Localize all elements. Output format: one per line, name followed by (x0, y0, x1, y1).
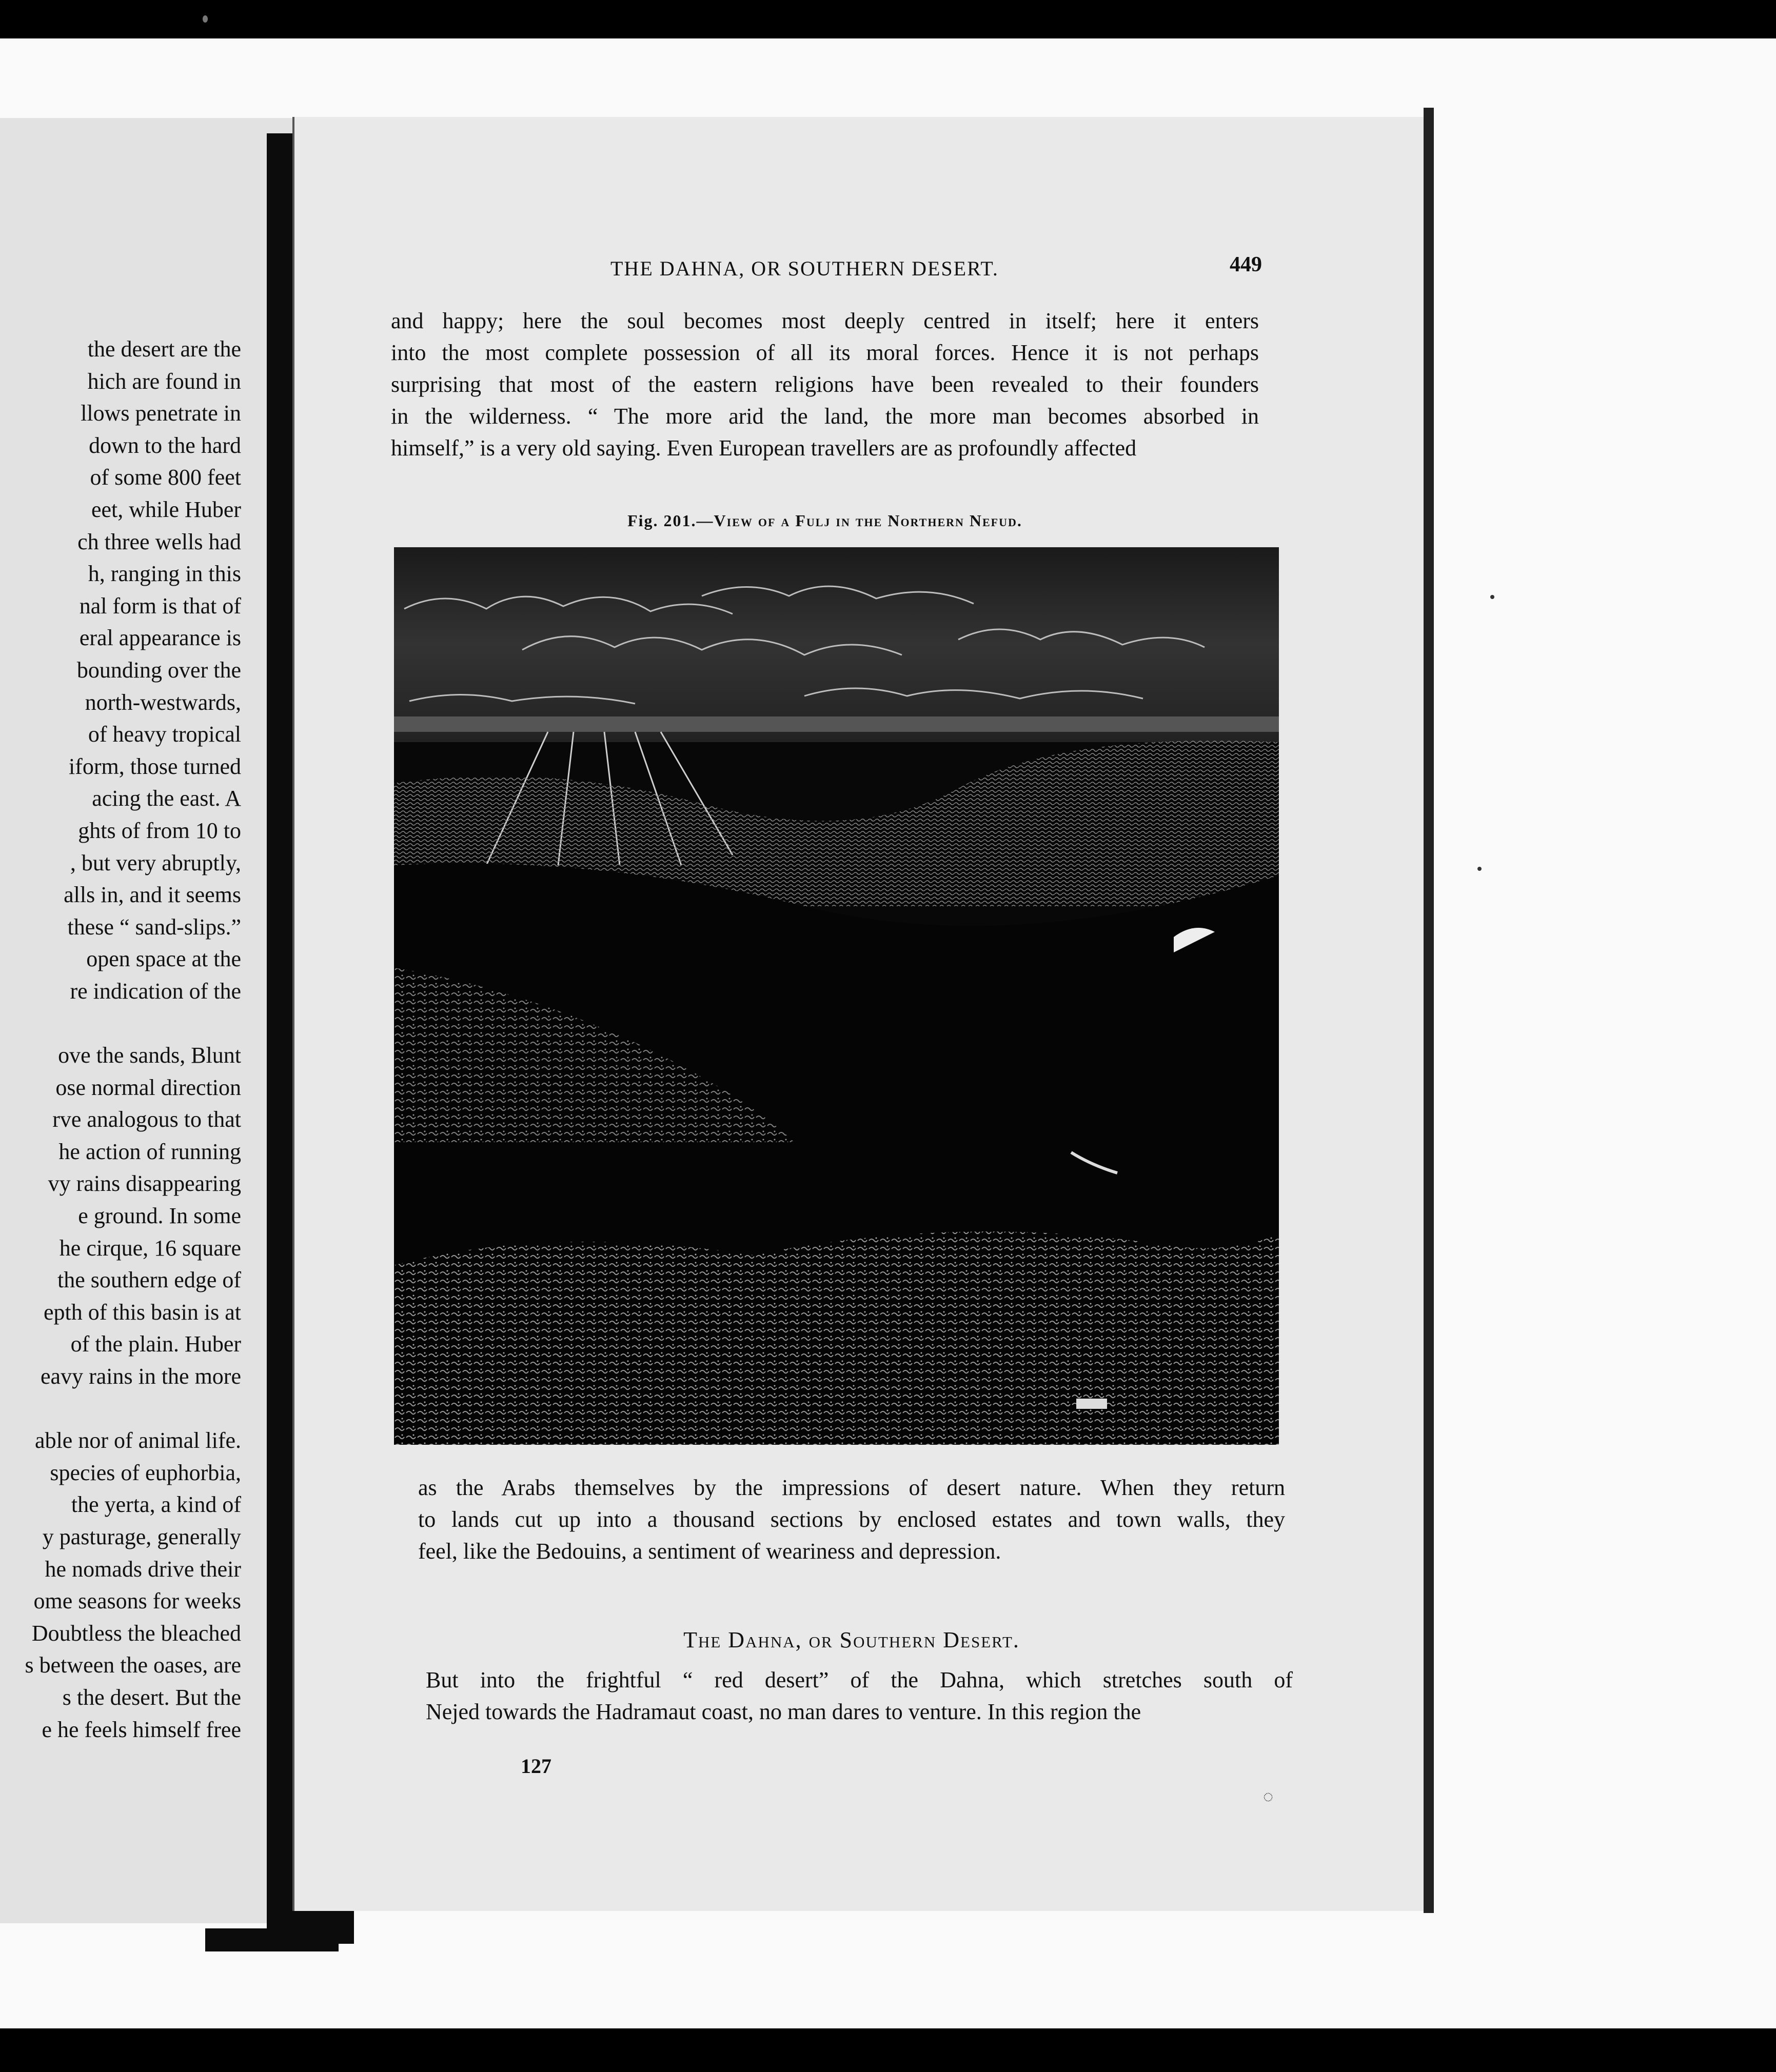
text-line (0, 1007, 241, 1040)
scan-speck (1490, 595, 1494, 599)
paragraph-2 (418, 1472, 1285, 1567)
text-line: he cirque, 16 square (59, 1235, 241, 1261)
text-line: re indication of the (70, 978, 241, 1004)
text-line: eet, while Huber (91, 496, 241, 522)
text-line: s the desert. But the (62, 1684, 241, 1710)
text-line: the southern edge of (57, 1267, 241, 1293)
scan-speck (203, 15, 208, 23)
paragraph-1 (391, 305, 1259, 464)
text-line: rve analogous to that (52, 1107, 241, 1132)
text-line: llows penetrate in (81, 401, 241, 426)
text-line: Nejed towards the Hadramaut coast, no man dares to venture. In this region the (426, 1699, 1141, 1724)
text-line: into the most complete possession of all its moral forces. Hence it is not perhaps (391, 340, 1259, 365)
section-title: The Dahna, or Southern Desert. (683, 1627, 1020, 1652)
text-line: y pasturage, generally (42, 1524, 241, 1549)
text-line: eavy rains in the more (41, 1364, 241, 1389)
text-line: of the plain. Huber (70, 1331, 241, 1357)
text-line: north-westwards, (85, 689, 241, 715)
text-line: eral appearance is (79, 625, 241, 651)
text-line: iform, those turned (68, 753, 241, 779)
text-line: the yerta, a kind of (71, 1492, 241, 1518)
right-page-edge (1424, 108, 1434, 1913)
text-line: of some 800 feet (90, 465, 241, 490)
text-line: he nomads drive their (45, 1556, 241, 1582)
figure-caption (391, 511, 1259, 530)
text-line: ose normal direction (55, 1074, 241, 1100)
text-line: h, ranging in this (88, 561, 241, 587)
text-line: feel, like the Bedouins, a sentiment of weariness and depression. (418, 1539, 1001, 1564)
page-corner-mark: ◌ (1263, 1787, 1274, 1806)
text-line: open space at the (86, 946, 241, 972)
page-number: 449 (1230, 253, 1262, 276)
figure-caption-title: View of a Fulj in the Northern Nefud. (714, 511, 1022, 530)
text-line: hich are found in (87, 368, 241, 394)
scan-speck (1477, 867, 1482, 871)
text-line: surprising that most of the eastern religions have been revealed to their founders (391, 372, 1259, 397)
text-line: acing the east. A (92, 786, 241, 811)
page-header (318, 253, 1262, 287)
text-line (0, 1393, 241, 1425)
text-line: ch three wells had (77, 529, 241, 554)
text-line: nal form is that of (79, 593, 241, 619)
text-line: himself,” is a very old saying. Even European travellers are as profoundly affected (391, 435, 1137, 461)
text-line: Doubtless the bleached (31, 1620, 241, 1646)
text-line: in the wilderness. “ The more arid the land, the more man becomes absorbed in (391, 404, 1259, 429)
text-line: e he feels himself free (42, 1717, 241, 1742)
text-line: ove the sands, Blunt (58, 1043, 241, 1068)
left-page-text (0, 333, 241, 1746)
paragraph-3 (426, 1664, 1293, 1728)
text-line: he action of running (58, 1139, 241, 1164)
figure-caption-prefix: Fig. 201.— (627, 511, 714, 530)
text-line: these “ sand-slips.” (67, 914, 241, 940)
text-line: down to the hard (89, 432, 241, 458)
text-line: species of euphorbia, (50, 1460, 241, 1485)
text-line: , but very abruptly, (70, 850, 241, 875)
text-line: able nor of animal life. (35, 1428, 241, 1453)
text-line: of heavy tropical (88, 722, 241, 747)
text-line: epth of this basin is at (44, 1299, 241, 1325)
text-line: and happy; here the soul becomes most deeply centred in itself; here it enters (391, 308, 1259, 333)
running-head: THE DAHNA, OR SOUTHERN DESERT. (610, 257, 999, 280)
text-line: bounding over the (76, 657, 241, 683)
text-line: ome seasons for weeks (33, 1588, 241, 1614)
signature-mark: 127 (521, 1755, 551, 1778)
text-line: as the Arabs themselves by the impressions of desert nature. When they return (418, 1475, 1285, 1500)
text-line: the desert are the (87, 336, 241, 362)
text-line: to lands cut up into a thousand sections by enclosed estates and town walls, they (418, 1507, 1285, 1532)
sky-area (394, 547, 1279, 742)
text-line: e ground. In some (78, 1203, 241, 1229)
desert-engraving-figure (394, 547, 1279, 1445)
text-line: But into the frightful “ red desert” of the Dahna, which stretches south of (426, 1667, 1293, 1692)
foreground-dunes (394, 1231, 1279, 1445)
text-line: s between the oases, are (25, 1652, 241, 1678)
text-line: alls in, and it seems (64, 882, 241, 908)
text-line: ghts of from 10 to (78, 818, 241, 843)
book-spine-foot (205, 1928, 339, 1951)
text-line: vy rains disappearing (48, 1171, 241, 1197)
